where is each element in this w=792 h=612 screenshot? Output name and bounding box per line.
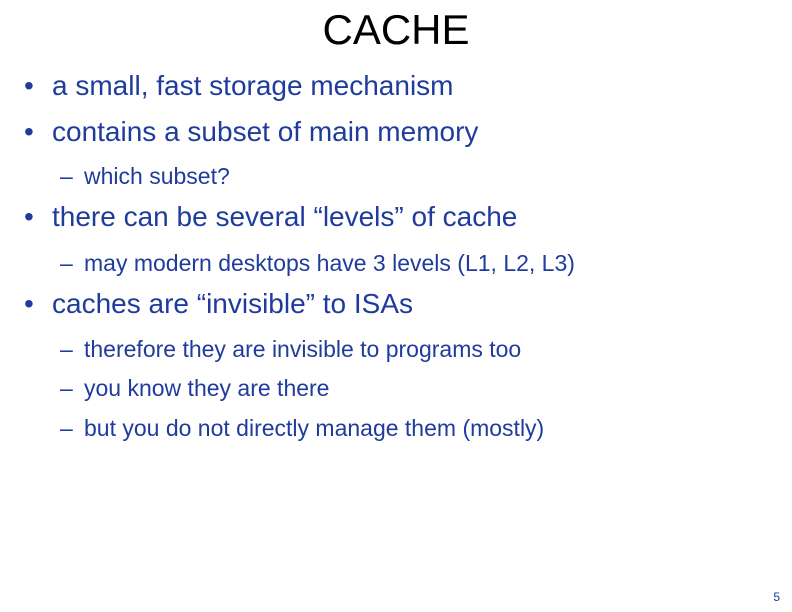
sub-bullet-item [60, 335, 521, 363]
dash-glyph: – [60, 415, 73, 441]
dash-glyph: – [60, 250, 73, 276]
bullet-item [24, 116, 478, 148]
bullet-text: there can be several “levels” of cache [52, 201, 518, 232]
bullet-item [24, 288, 413, 320]
sub-bullet-text: may modern desktops have 3 levels (L1, L2, L3) [84, 250, 575, 276]
sub-bullet-item [60, 249, 575, 277]
bullet-glyph: • [24, 116, 34, 147]
sub-bullet-text: but you do not directly manage them (mostly) [84, 415, 545, 441]
bullet-text: contains a subset of main memory [52, 116, 479, 147]
dash-glyph: – [60, 336, 73, 362]
bullet-glyph: • [24, 288, 34, 319]
dash-glyph: – [60, 375, 73, 401]
bullet-item [24, 201, 517, 233]
sub-bullet-text: you know they are there [84, 375, 330, 401]
bullet-glyph: • [24, 70, 34, 101]
bullet-item [24, 70, 454, 102]
bullet-text: caches are “invisible” to ISAs [52, 288, 414, 319]
sub-bullet-item [60, 374, 329, 402]
page-number: 5 [773, 590, 780, 604]
sub-bullet-item [60, 414, 544, 442]
sub-bullet-text: therefore they are invisible to programs too [84, 336, 522, 362]
slide-title: CACHE [322, 6, 470, 53]
bullet-text: a small, fast storage mechanism [52, 70, 454, 101]
dash-glyph: – [60, 163, 73, 189]
sub-bullet-item [60, 162, 230, 190]
sub-bullet-text: which subset? [84, 163, 230, 189]
bullet-glyph: • [24, 201, 34, 232]
